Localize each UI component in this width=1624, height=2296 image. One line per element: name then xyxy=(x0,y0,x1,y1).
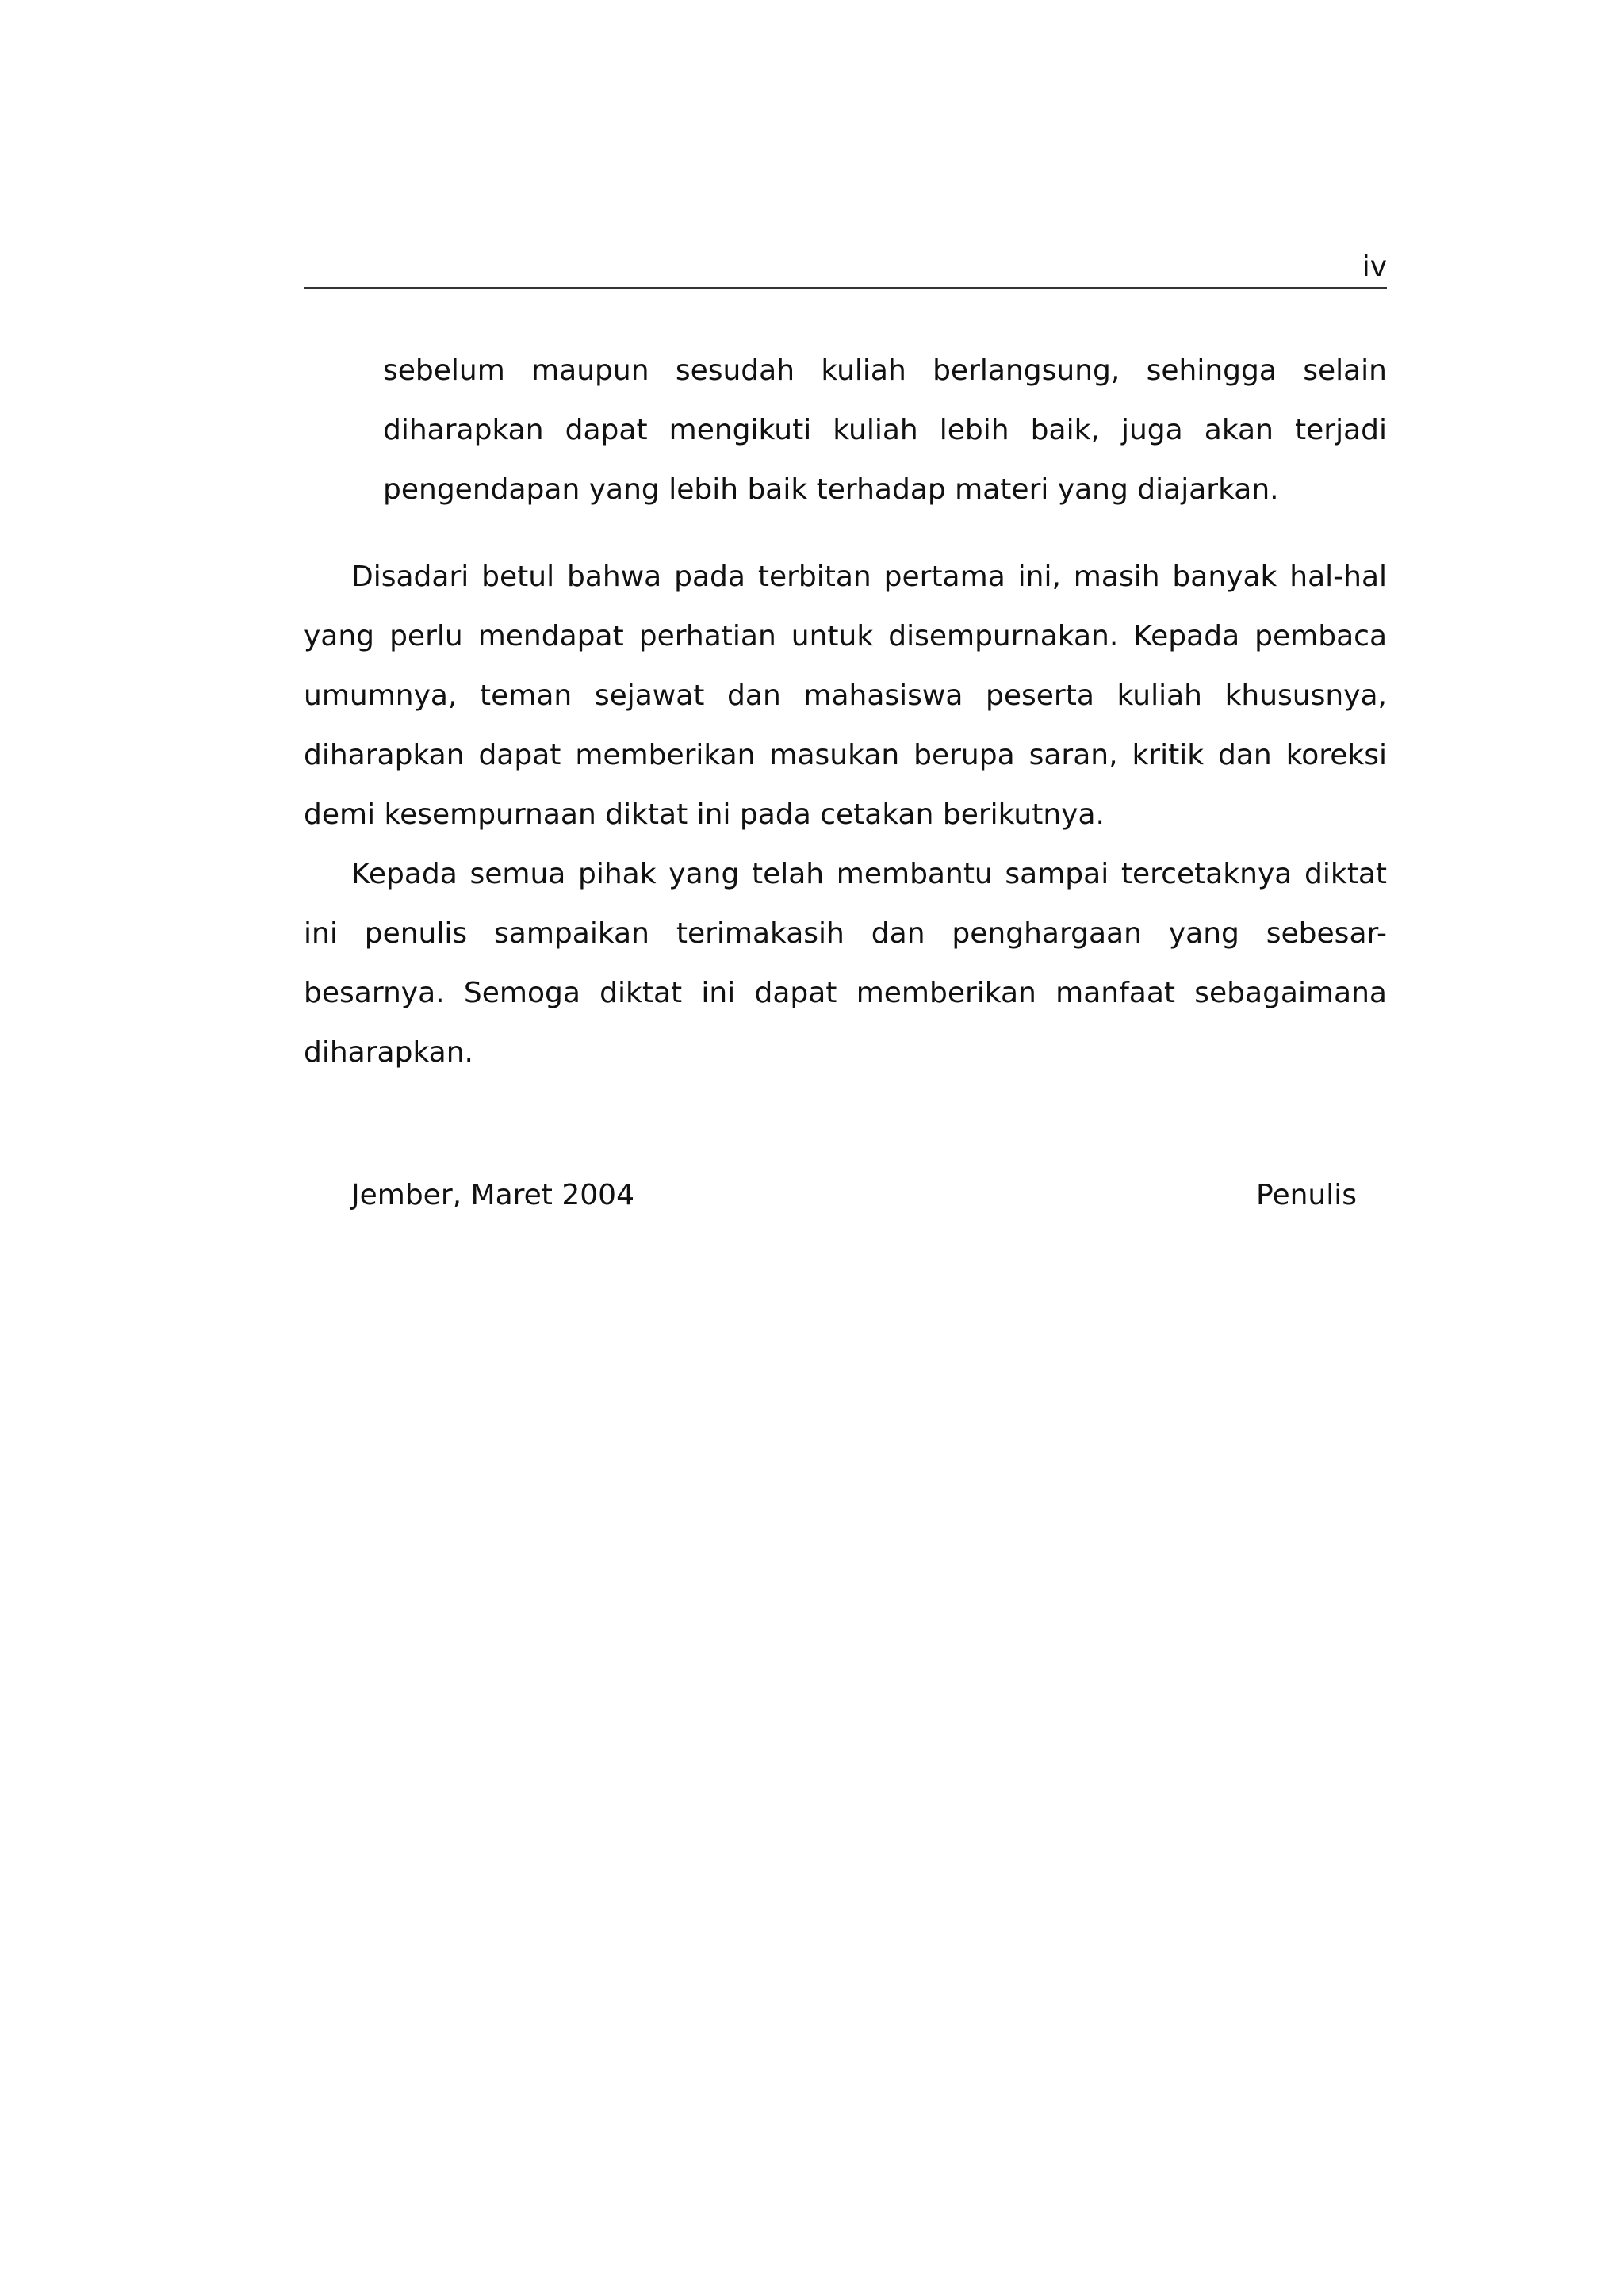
paragraph-thanks: Kepada semua pihak yang telah membantu sampai tercetaknya diktat ini penulis sampaikan terimakasih dan penghargaan yang sebesar- besarnya. Semoga diktat ini dapat memberikan manfaat sebagaimana diharapkan. xyxy=(304,858,1387,1069)
paragraph-disclaimer: Disadari betul bahwa pada terbitan pertama ini, masih banyak hal-hal yang perlu mendapat perhatian untuk disempurnakan. Kepada pembaca umumnya, teman sejawat dan mahasiswa peserta kuliah khususnya, diharapkan dapat memberikan masukan berupa saran, kritik dan koreksi demi kesempurnaan diktat ini pada cetakan berikutnya. xyxy=(304,561,1387,831)
page-header xyxy=(304,250,1387,289)
page-body xyxy=(304,341,1387,1082)
signature-author: Penulis xyxy=(1256,1179,1357,1211)
page-number: iv xyxy=(1362,251,1387,283)
header-rule xyxy=(304,287,1387,289)
paragraph-continuation: sebelum maupun sesudah kuliah berlangsung, sehingga selain diharapkan dapat mengikuti kuliah lebih baik, juga akan terjadi pengendapan yang lebih baik terhadap materi yang diajarkan. xyxy=(383,354,1387,506)
signature-block xyxy=(351,1172,1357,1219)
signature-place-date: Jember, Maret 2004 xyxy=(351,1179,634,1211)
